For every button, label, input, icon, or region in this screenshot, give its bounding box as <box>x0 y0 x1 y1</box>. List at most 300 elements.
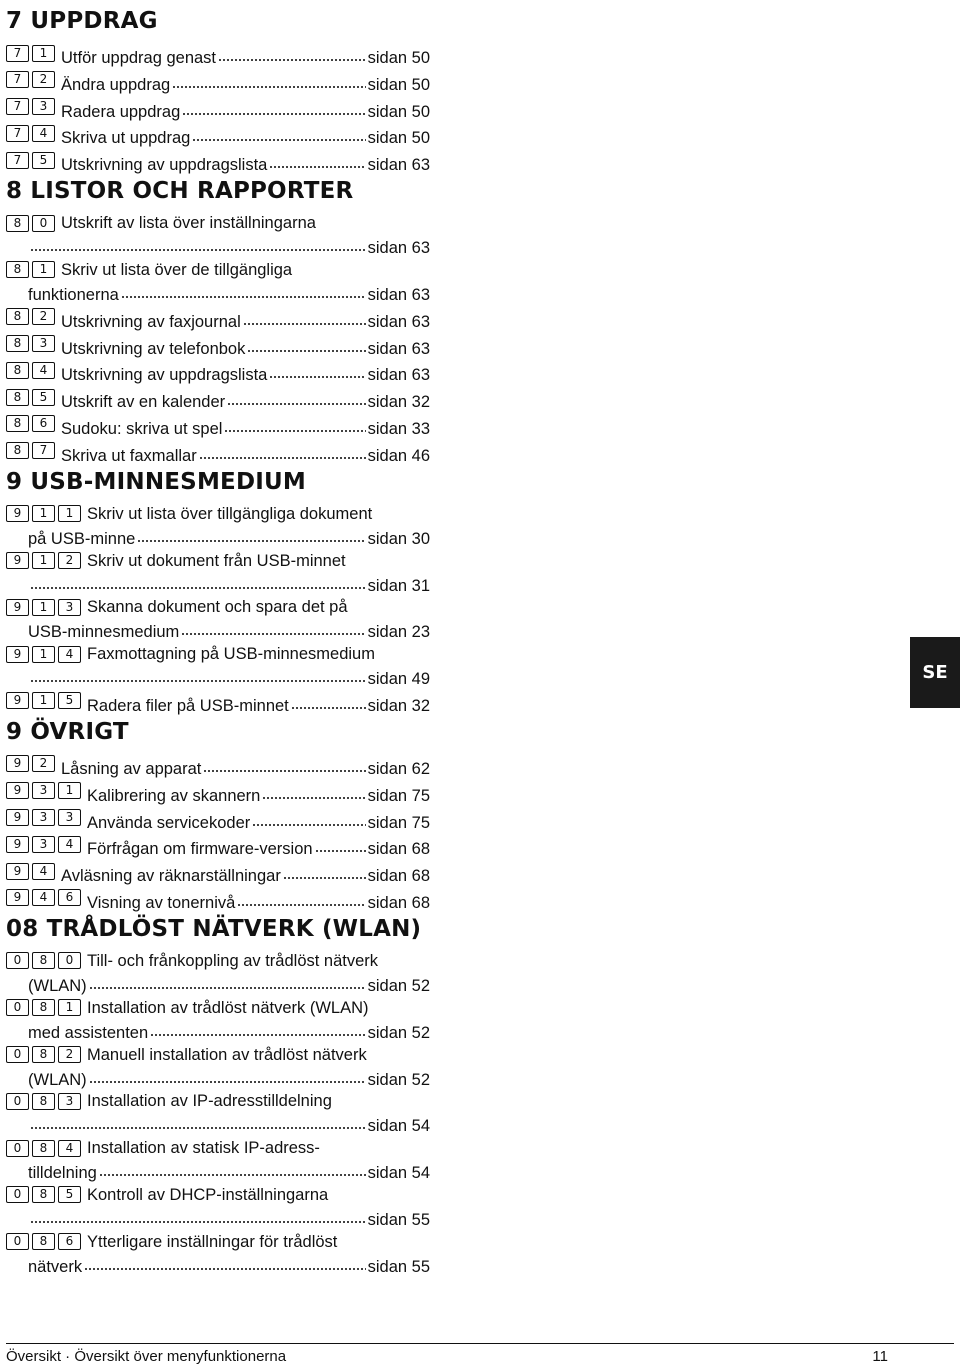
key-sequence <box>6 782 81 799</box>
entry-title: Installation av IP-adresstilldelning <box>87 1092 332 1111</box>
key-icon: 1 <box>58 505 81 522</box>
key-sequence <box>6 1186 81 1203</box>
entry-title: Installation av trådlöst nätverk (WLAN) <box>87 998 369 1017</box>
dot-leader <box>30 664 366 684</box>
dot-leader <box>247 334 365 354</box>
key-sequence <box>6 415 55 432</box>
entry-first-line <box>6 97 430 121</box>
menu-section <box>6 718 430 912</box>
key-icon: 7 <box>6 71 29 88</box>
entry-title: Utskrivning av uppdragslista <box>61 366 268 385</box>
page-reference: sidan 23 <box>367 623 430 642</box>
key-icon: 5 <box>58 1186 81 1203</box>
entry-title: Skanna dokument och spara det på <box>87 598 348 617</box>
entry-continuation-line <box>6 1065 430 1089</box>
menu-entry <box>6 97 430 121</box>
key-sequence <box>6 1233 81 1250</box>
dot-leader <box>182 97 365 117</box>
page-reference: sidan 55 <box>367 1210 430 1229</box>
dot-leader <box>30 1205 366 1225</box>
entry-list <box>6 43 430 175</box>
entry-title: Kalibrering av skannern <box>87 786 261 805</box>
key-icon: 4 <box>58 836 81 853</box>
menu-entry <box>6 504 430 548</box>
key-sequence <box>6 836 81 853</box>
key-icon: 4 <box>32 889 55 906</box>
key-icon: 8 <box>32 999 55 1016</box>
key-sequence <box>6 999 81 1016</box>
key-icon: 6 <box>58 1233 81 1250</box>
key-icon: 4 <box>32 863 55 880</box>
entry-list <box>6 951 430 1276</box>
entry-first-line <box>6 861 430 886</box>
entry-title: Utskrift av lista över inställningarna <box>61 214 316 233</box>
entry-title: på USB-minne <box>28 529 136 548</box>
dot-leader <box>89 1065 366 1085</box>
key-sequence <box>6 952 81 969</box>
menu-entry <box>6 644 430 689</box>
key-icon: 4 <box>58 1140 81 1157</box>
entry-first-line <box>6 888 430 912</box>
menu-entry <box>6 150 430 175</box>
entry-title: Utför uppdrag genast <box>61 49 217 67</box>
entry-title: nätverk <box>28 1257 83 1276</box>
page-reference: sidan 54 <box>367 1117 430 1136</box>
key-icon: 8 <box>6 442 29 459</box>
dot-leader <box>243 307 366 327</box>
page-reference: sidan 63 <box>367 366 430 385</box>
page-reference: sidan 68 <box>367 840 430 859</box>
key-icon: 8 <box>6 335 29 352</box>
entry-first-line <box>6 998 430 1018</box>
key-icon: 9 <box>6 755 29 772</box>
page-reference: sidan 63 <box>367 312 430 331</box>
key-icon: 9 <box>6 552 29 569</box>
menu-entry <box>6 1138 430 1183</box>
key-icon: 0 <box>6 1186 29 1203</box>
key-sequence <box>6 261 55 278</box>
page-reference: sidan 54 <box>367 1164 430 1183</box>
key-icon: 8 <box>32 1186 55 1203</box>
key-icon: 3 <box>32 782 55 799</box>
entry-first-line <box>6 307 430 331</box>
page-reference: sidan 50 <box>367 75 430 94</box>
section-heading: 08 TRÅDLÖST NÄTVERK (WLAN) <box>6 915 422 942</box>
menu-section <box>6 177 430 465</box>
entry-title: funktionerna <box>28 285 119 304</box>
key-icon: 3 <box>32 836 55 853</box>
entry-first-line <box>6 597 430 617</box>
key-icon: 1 <box>32 552 55 569</box>
menu-entry <box>6 1091 430 1136</box>
entry-title: Skriva ut uppdrag <box>61 129 191 148</box>
key-icon: 4 <box>32 125 55 142</box>
section-heading: 9 USB-MINNESMEDIUM <box>6 468 306 495</box>
page-reference: sidan 75 <box>367 786 430 805</box>
key-sequence <box>6 1093 81 1110</box>
menu-entry <box>6 260 430 304</box>
entry-first-line <box>6 360 430 385</box>
key-icon: 8 <box>32 1046 55 1063</box>
page-reference: sidan 63 <box>367 239 430 258</box>
menu-entry <box>6 808 430 832</box>
entry-title: Skriv ut lista över tillgängliga dokument <box>87 504 373 523</box>
entry-title: Skriv ut dokument från USB-minnet <box>87 551 346 570</box>
key-icon: 8 <box>6 415 29 432</box>
entry-first-line <box>6 387 430 412</box>
page-reference: sidan 30 <box>367 529 430 548</box>
entry-continuation-line <box>6 1018 430 1042</box>
menu-entry <box>6 414 430 438</box>
menu-entry <box>6 551 430 595</box>
key-icon: 8 <box>6 215 29 232</box>
key-sequence <box>6 692 81 709</box>
key-sequence <box>6 98 55 115</box>
entry-title: Ytterligare inställningar för trådlöst <box>87 1232 338 1251</box>
page-reference: sidan 63 <box>367 339 430 358</box>
dot-leader <box>269 360 365 380</box>
menu-entry <box>6 691 430 715</box>
menu-entry <box>6 1232 430 1276</box>
dot-leader <box>137 524 365 544</box>
key-sequence <box>6 755 55 772</box>
dot-leader <box>30 571 366 591</box>
key-sequence <box>6 152 55 169</box>
key-icon: 0 <box>32 215 55 232</box>
key-icon: 8 <box>6 389 29 406</box>
entry-first-line <box>6 834 430 859</box>
entry-first-line <box>6 441 430 465</box>
entry-continuation-line <box>6 664 430 689</box>
key-icon: 0 <box>6 1140 29 1157</box>
key-icon: 9 <box>6 505 29 522</box>
dot-leader <box>315 834 366 854</box>
entry-list <box>6 213 430 465</box>
menu-entry <box>6 1045 430 1089</box>
entry-first-line <box>6 1138 430 1158</box>
page-reference: sidan 33 <box>367 419 430 438</box>
entry-continuation-line <box>6 1111 430 1136</box>
key-icon: 3 <box>32 98 55 115</box>
key-icon: 8 <box>32 1140 55 1157</box>
key-icon: 1 <box>32 692 55 709</box>
entry-title: USB-minnesmedium <box>28 623 180 642</box>
entry-first-line <box>6 1091 430 1111</box>
footer-title: Översikt · Översikt över menyfunktionerna <box>6 1348 287 1365</box>
entry-continuation-line <box>6 571 430 595</box>
menu-entry <box>6 213 430 258</box>
menu-section <box>6 915 430 1276</box>
language-tab: SE <box>910 637 960 708</box>
dot-leader <box>199 441 366 461</box>
key-icon: 2 <box>32 71 55 88</box>
entry-first-line <box>6 1232 430 1252</box>
key-icon: 2 <box>32 755 55 772</box>
key-icon: 1 <box>32 505 55 522</box>
key-icon: 0 <box>6 952 29 969</box>
page-reference: sidan 52 <box>367 976 430 995</box>
key-icon: 1 <box>32 261 55 278</box>
entry-title: med assistenten <box>28 1023 149 1042</box>
menu-entry <box>6 334 430 358</box>
section-heading: 9 ÖVRIGT <box>6 718 129 745</box>
page-reference: sidan 32 <box>367 696 430 715</box>
entry-title: Kontroll av DHCP-inställningarna <box>87 1185 329 1204</box>
menu-entry <box>6 43 430 67</box>
key-icon: 4 <box>58 646 81 663</box>
entry-first-line <box>6 123 430 148</box>
key-sequence <box>6 215 55 232</box>
key-icon: 6 <box>58 889 81 906</box>
section-heading: 7 UPPDRAG <box>6 8 158 34</box>
menu-section <box>6 7 430 175</box>
key-icon: 8 <box>32 952 55 969</box>
key-icon: 7 <box>32 442 55 459</box>
page-reference: sidan 55 <box>367 1257 430 1276</box>
entry-title: Utskrivning av telefonbok <box>61 339 246 358</box>
dot-leader <box>150 1018 365 1038</box>
dot-leader <box>84 1252 366 1272</box>
key-icon: 1 <box>58 999 81 1016</box>
entry-list <box>6 504 430 715</box>
key-sequence <box>6 335 55 352</box>
entry-first-line <box>6 691 430 715</box>
menu-entry <box>6 123 430 148</box>
key-icon: 3 <box>32 335 55 352</box>
page-reference: sidan 62 <box>367 759 430 778</box>
section-heading: 8 LISTOR OCH RAPPORTER <box>6 178 354 205</box>
page-reference: sidan 52 <box>367 1023 430 1042</box>
entry-first-line <box>6 754 430 778</box>
menu-entry <box>6 70 430 94</box>
page-reference: sidan 50 <box>367 102 430 121</box>
entry-title: Låsning av apparat <box>61 759 202 778</box>
menu-entry <box>6 754 430 778</box>
key-icon: 5 <box>32 389 55 406</box>
entry-title: Skriv ut lista över de tillgängliga <box>61 260 293 279</box>
entry-first-line <box>6 1045 430 1065</box>
menu-entry <box>6 834 430 859</box>
entry-first-line <box>6 808 430 832</box>
key-sequence <box>6 389 55 406</box>
entry-title: Till- och frånkoppling av trådlöst nätverk <box>87 951 379 970</box>
page-reference: sidan 52 <box>367 1070 430 1089</box>
key-icon: 1 <box>58 782 81 799</box>
page-reference: sidan 49 <box>367 670 430 689</box>
menu-entry <box>6 360 430 385</box>
entry-continuation-line <box>6 1252 430 1276</box>
entry-continuation-line <box>6 971 430 995</box>
key-sequence <box>6 505 81 522</box>
entry-title: Använda servicekoder <box>87 813 251 832</box>
menu-entry <box>6 998 430 1042</box>
key-icon: 9 <box>6 809 29 826</box>
menu-entry <box>6 861 430 886</box>
dot-leader <box>283 861 366 881</box>
entry-continuation-line <box>6 1205 430 1229</box>
entry-first-line <box>6 260 430 280</box>
entry-title: Utskrivning av faxjournal <box>61 312 241 331</box>
page-reference: sidan 75 <box>367 813 430 832</box>
key-icon: 8 <box>32 1093 55 1110</box>
key-sequence <box>6 552 81 569</box>
entry-continuation-line <box>6 1158 430 1183</box>
entry-continuation-line <box>6 280 430 304</box>
key-icon: 9 <box>6 889 29 906</box>
menu-entry <box>6 387 430 412</box>
dot-leader <box>224 414 365 434</box>
key-icon: 4 <box>32 362 55 379</box>
dot-leader <box>218 43 366 63</box>
key-icon: 3 <box>58 599 81 616</box>
key-icon: 0 <box>6 1046 29 1063</box>
key-icon: 0 <box>6 1233 29 1250</box>
entry-title: Ändra uppdrag <box>61 75 171 94</box>
key-icon: 7 <box>6 98 29 115</box>
entry-title: Skriva ut faxmallar <box>61 446 197 465</box>
key-sequence <box>6 1046 81 1063</box>
entry-first-line <box>6 334 430 358</box>
key-sequence <box>6 362 55 379</box>
key-icon: 2 <box>58 1046 81 1063</box>
dot-leader <box>181 617 365 637</box>
key-icon: 9 <box>6 599 29 616</box>
page-reference: sidan 63 <box>367 156 430 175</box>
page-reference: sidan 32 <box>367 393 430 412</box>
entry-first-line <box>6 951 430 971</box>
key-sequence <box>6 442 55 459</box>
entry-title: Utskrivning av uppdragslista <box>61 156 268 175</box>
page-reference: sidan 50 <box>367 129 430 148</box>
entry-continuation-line <box>6 524 430 548</box>
entry-title: Sudoku: skriva ut spel <box>61 419 223 438</box>
key-sequence <box>6 308 55 325</box>
key-icon: 9 <box>6 782 29 799</box>
key-icon: 8 <box>6 308 29 325</box>
key-icon: 9 <box>6 646 29 663</box>
dot-leader <box>99 1158 366 1178</box>
page-reference: sidan 68 <box>367 867 430 886</box>
menu-section <box>6 468 430 715</box>
key-icon: 3 <box>32 809 55 826</box>
dot-leader <box>121 280 366 300</box>
entry-first-line <box>6 150 430 175</box>
key-icon: 3 <box>58 1093 81 1110</box>
menu-overview <box>6 0 430 1279</box>
key-sequence <box>6 889 81 906</box>
entry-title: Förfrågan om firmware-version <box>87 840 313 859</box>
entry-title: Radera filer på USB-minnet <box>87 696 289 715</box>
entry-first-line <box>6 504 430 524</box>
entry-first-line <box>6 644 430 664</box>
key-sequence <box>6 45 55 62</box>
key-sequence <box>6 125 55 142</box>
entry-first-line <box>6 414 430 438</box>
key-icon: 3 <box>58 809 81 826</box>
entry-title: (WLAN) <box>28 976 87 995</box>
dot-leader <box>89 971 366 991</box>
menu-entry <box>6 781 430 805</box>
dot-leader <box>227 387 365 407</box>
page-reference: sidan 68 <box>367 893 430 912</box>
key-icon: 2 <box>32 308 55 325</box>
key-sequence <box>6 809 81 826</box>
key-icon: 2 <box>58 552 81 569</box>
footer-divider <box>6 1343 954 1344</box>
key-icon: 5 <box>58 692 81 709</box>
page-number: 11 <box>872 1348 888 1365</box>
key-icon: 1 <box>32 646 55 663</box>
page-reference: sidan 50 <box>367 49 430 67</box>
dot-leader <box>252 808 365 828</box>
key-icon: 9 <box>6 836 29 853</box>
key-sequence <box>6 1140 81 1157</box>
entry-title: Avläsning av räknarställningar <box>61 867 281 886</box>
key-icon: 6 <box>32 415 55 432</box>
entry-first-line <box>6 1185 430 1205</box>
menu-entry <box>6 441 430 465</box>
dot-leader <box>203 754 365 774</box>
dot-leader <box>172 70 365 90</box>
entry-title: Utskrift av en kalender <box>61 393 226 412</box>
key-icon: 1 <box>32 45 55 62</box>
key-icon: 0 <box>58 952 81 969</box>
entry-first-line <box>6 551 430 571</box>
key-icon: 7 <box>6 152 29 169</box>
page-reference: sidan 46 <box>367 446 430 465</box>
key-icon: 0 <box>6 999 29 1016</box>
key-sequence <box>6 599 81 616</box>
menu-entry <box>6 951 430 995</box>
dot-leader <box>192 123 365 143</box>
menu-entry <box>6 307 430 331</box>
key-sequence <box>6 863 55 880</box>
dot-leader <box>237 888 365 908</box>
key-icon: 8 <box>6 362 29 379</box>
page-reference: sidan 31 <box>367 576 430 595</box>
dot-leader <box>291 691 366 711</box>
dot-leader <box>269 150 365 170</box>
key-icon: 8 <box>32 1233 55 1250</box>
entry-first-line <box>6 781 430 805</box>
key-icon: 8 <box>6 261 29 278</box>
entry-title: Manuell installation av trådlöst nätverk <box>87 1045 367 1064</box>
key-icon: 1 <box>32 599 55 616</box>
dot-leader <box>30 1111 366 1131</box>
entry-title: Visning av tonernivå <box>87 893 236 912</box>
key-icon: 9 <box>6 863 29 880</box>
key-icon: 7 <box>6 45 29 62</box>
key-icon: 9 <box>6 692 29 709</box>
page-reference: sidan 63 <box>367 285 430 304</box>
menu-entry <box>6 597 430 642</box>
entry-title: Installation av statisk IP-adress- <box>87 1139 320 1158</box>
key-icon: 5 <box>32 152 55 169</box>
entry-first-line <box>6 213 430 233</box>
entry-continuation-line <box>6 617 430 642</box>
dot-leader <box>262 781 365 801</box>
entry-list <box>6 754 430 912</box>
key-icon: 0 <box>6 1093 29 1110</box>
entry-title: (WLAN) <box>28 1070 87 1089</box>
entry-first-line <box>6 70 430 94</box>
entry-continuation-line <box>6 233 430 258</box>
entry-title: Radera uppdrag <box>61 102 181 121</box>
key-sequence <box>6 646 81 663</box>
key-sequence <box>6 71 55 88</box>
key-icon: 7 <box>6 125 29 142</box>
entry-first-line <box>6 43 430 67</box>
